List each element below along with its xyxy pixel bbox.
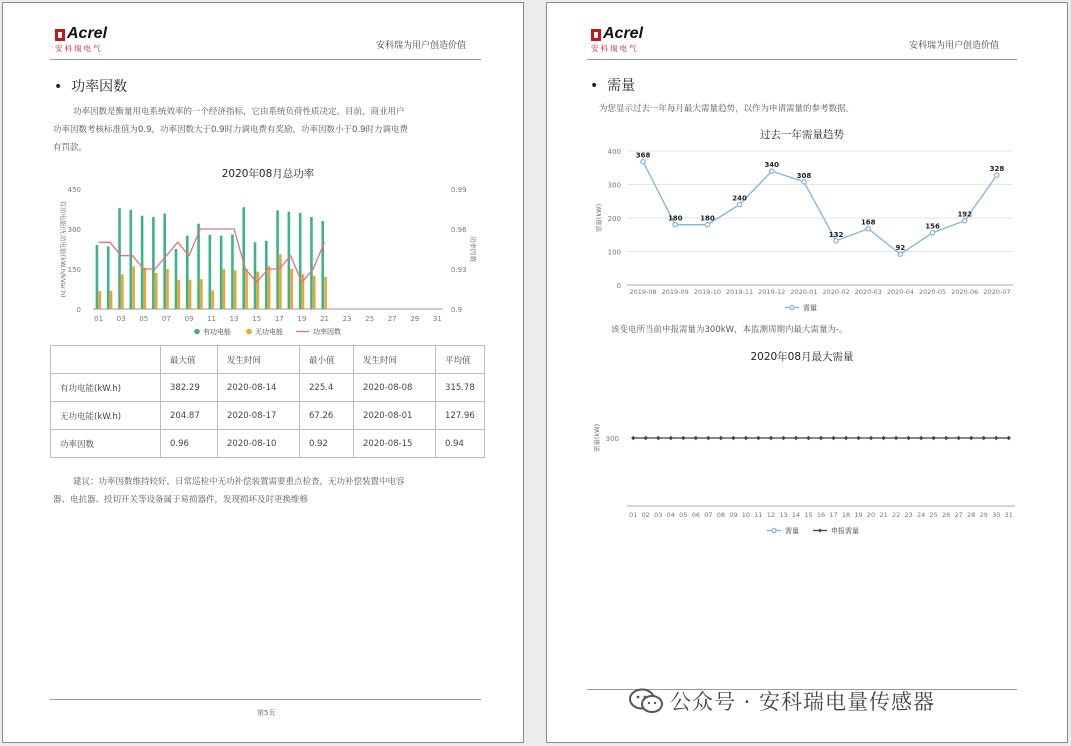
demand-point bbox=[737, 202, 741, 206]
header-divider bbox=[50, 59, 481, 60]
x-tick-label: 2020-06 bbox=[951, 288, 979, 296]
wechat-icon bbox=[628, 688, 664, 714]
table-cell: 功率因数 bbox=[51, 430, 161, 458]
reactive-energy-bar bbox=[121, 274, 124, 309]
declared-demand-point bbox=[844, 436, 848, 440]
demand-trend-chart bbox=[589, 143, 1019, 318]
y-right-axis-label: 功率因数 bbox=[469, 236, 477, 262]
x-tick-label: 07 bbox=[704, 511, 713, 519]
reactive-energy-bar bbox=[279, 254, 282, 309]
demand-point bbox=[898, 252, 902, 256]
declared-demand-point bbox=[894, 436, 898, 440]
stats-table bbox=[50, 345, 485, 458]
legend-demand-marker bbox=[790, 306, 794, 310]
reactive-energy-bar bbox=[313, 276, 316, 309]
declared-demand-point bbox=[731, 436, 735, 440]
declared-demand-point bbox=[706, 436, 710, 440]
demand-data-label: 132 bbox=[828, 230, 844, 239]
declared-demand-point bbox=[806, 436, 810, 440]
table-cell: 2020-08-15 bbox=[354, 430, 436, 458]
active-energy-bar bbox=[175, 249, 178, 309]
active-energy-bar bbox=[231, 234, 234, 309]
power-chart-title: 2020年08月总功率 bbox=[221, 168, 315, 180]
x-tick-label: 23 bbox=[342, 315, 352, 323]
x-tick-label: 01 bbox=[94, 315, 104, 323]
y-tick-label: 100 bbox=[607, 248, 621, 257]
table-cell: 127.96 bbox=[436, 402, 485, 430]
x-tick-label: 27 bbox=[954, 511, 963, 519]
reactive-energy-bar bbox=[290, 269, 293, 309]
declared-demand-point bbox=[969, 436, 973, 440]
x-tick-label: 21 bbox=[319, 315, 329, 323]
declared-demand-point bbox=[819, 436, 823, 440]
x-tick-label: 24 bbox=[916, 511, 926, 519]
active-energy-bar bbox=[265, 241, 268, 309]
demand-data-label: 180 bbox=[667, 214, 683, 223]
x-tick-label: 03 bbox=[654, 511, 663, 519]
x-tick-label: 18 bbox=[841, 511, 851, 519]
x-tick-label: 2020-07 bbox=[983, 288, 1011, 296]
reactive-energy-bar bbox=[245, 269, 248, 309]
x-tick-label: 13 bbox=[779, 511, 788, 519]
demand-data-label: 92 bbox=[895, 244, 906, 253]
watermark-text: 公众号 · 安科瑞电量传感器 bbox=[670, 690, 936, 714]
x-tick-label: 2020-02 bbox=[822, 288, 850, 296]
x-tick-label: 29 bbox=[410, 315, 420, 323]
demand-point bbox=[641, 160, 645, 164]
x-tick-label: 17 bbox=[829, 511, 838, 519]
y-axis-label: 需量(kW) bbox=[595, 203, 603, 233]
logo-name: Acrel bbox=[67, 25, 108, 42]
declared-demand-point bbox=[906, 436, 910, 440]
active-energy-bar bbox=[209, 235, 212, 309]
reactive-energy-bar bbox=[177, 280, 180, 309]
table-header-cell: 发生时间 bbox=[218, 346, 300, 374]
advice-line: 建议：功率因数维持较好，日常巡检中无功补偿装置需要重点检查，无功补偿装置中电容 bbox=[73, 477, 405, 487]
x-tick-label: 03 bbox=[116, 315, 126, 323]
x-tick-label: 2020-05 bbox=[918, 288, 947, 296]
legend-reactive-label: 无功电能 bbox=[255, 328, 283, 336]
y-tick-label: 300 bbox=[607, 181, 621, 190]
demand-data-label: 168 bbox=[860, 218, 876, 227]
acrel-logo bbox=[591, 25, 659, 54]
demand-data-label: 328 bbox=[989, 165, 1005, 174]
legend-reactive-icon bbox=[246, 329, 252, 335]
declared-demand-point bbox=[982, 436, 986, 440]
table-cell: 2020-08-01 bbox=[354, 402, 436, 430]
demand-data-label: 156 bbox=[925, 222, 940, 231]
x-tick-label: 25 bbox=[929, 511, 938, 519]
x-tick-label: 2020-01 bbox=[790, 288, 818, 296]
declared-demand-point bbox=[781, 436, 785, 440]
reactive-energy-bar bbox=[166, 269, 169, 309]
table-header-cell: 最大值 bbox=[161, 346, 218, 374]
demand-point bbox=[705, 223, 709, 227]
x-tick-label: 31 bbox=[432, 315, 442, 323]
table-cell: 0.94 bbox=[436, 430, 485, 458]
table-header-cell: 发生时间 bbox=[354, 346, 436, 374]
x-tick-label: 27 bbox=[387, 315, 397, 323]
table-cell: 0.92 bbox=[300, 430, 354, 458]
declared-demand-point bbox=[944, 436, 948, 440]
table-cell: 2020-08-10 bbox=[218, 430, 300, 458]
advice-line: 器、电抗器、投切开关等设备属于易损器件，发现损坏及时更换维修 bbox=[53, 495, 309, 505]
reactive-energy-bar bbox=[211, 290, 214, 309]
table-cell: 382.29 bbox=[161, 374, 218, 402]
demand-data-label: 192 bbox=[957, 210, 973, 219]
y-left-tick-label: 0 bbox=[76, 306, 81, 314]
logo-mark-icon bbox=[55, 29, 65, 41]
x-tick-label: 31 bbox=[1004, 511, 1013, 519]
table-cell: 2020-08-14 bbox=[218, 374, 300, 402]
legend-demand-label: 需量 bbox=[785, 527, 799, 535]
x-tick-label: 09 bbox=[729, 511, 738, 519]
x-tick-label: 08 bbox=[716, 511, 726, 519]
legend-declared-label: 申报需量 bbox=[831, 527, 859, 535]
y-right-tick-label: 0.96 bbox=[451, 226, 467, 234]
x-tick-label: 01 bbox=[629, 511, 638, 519]
x-tick-label: 21 bbox=[879, 511, 888, 519]
y-tick-label: 300 bbox=[605, 435, 619, 443]
y-left-tick-label: 450 bbox=[67, 186, 81, 194]
x-tick-label: 12 bbox=[766, 511, 776, 519]
declared-demand-point bbox=[994, 436, 998, 440]
header-slogan: 安科瑞为用户创造价值 bbox=[376, 41, 467, 51]
x-tick-label: 23 bbox=[904, 511, 913, 519]
x-tick-label: 25 bbox=[365, 315, 375, 323]
x-tick-label: 07 bbox=[161, 315, 171, 323]
table-cell: 204.87 bbox=[161, 402, 218, 430]
y-tick-label: 200 bbox=[607, 215, 621, 223]
logo-cn: 安科瑞电气 bbox=[591, 44, 639, 53]
declared-demand-point bbox=[794, 436, 798, 440]
demand-point bbox=[834, 239, 838, 243]
y-right-tick-label: 0.9 bbox=[451, 306, 463, 314]
demand-point bbox=[770, 169, 774, 173]
x-tick-label: 30 bbox=[992, 511, 1001, 519]
declared-demand-point bbox=[631, 436, 635, 440]
table-row bbox=[51, 374, 485, 402]
logo-cn: 安科瑞电气 bbox=[55, 44, 103, 53]
section-title: • 功率因数 bbox=[54, 79, 128, 95]
demand-line bbox=[643, 162, 997, 255]
table-header-cell bbox=[51, 346, 161, 374]
table-cell: 有功电能(kW.h) bbox=[51, 374, 161, 402]
reactive-energy-bar bbox=[223, 269, 226, 309]
logo-name: Acrel bbox=[603, 25, 644, 42]
legend-demand-label: 需量 bbox=[803, 304, 817, 312]
declared-demand-point bbox=[719, 436, 723, 440]
table-cell: 315.78 bbox=[436, 374, 485, 402]
demand-point bbox=[995, 173, 999, 177]
declared-demand-point bbox=[919, 436, 923, 440]
declared-demand-point bbox=[681, 436, 685, 440]
declared-demand-point bbox=[694, 436, 698, 440]
reactive-energy-bar bbox=[155, 273, 158, 309]
y-right-tick-label: 0.93 bbox=[451, 266, 467, 274]
table-header-cell: 平均值 bbox=[436, 346, 485, 374]
reactive-energy-bar bbox=[257, 272, 260, 309]
intro-line: 功率因数考核标准值为0.9，功率因数大于0.9时力调电费有奖励，功率因数小于0.9时力调电费 bbox=[53, 125, 409, 135]
report-page-5 bbox=[2, 2, 524, 743]
x-tick-label: 11 bbox=[207, 315, 217, 323]
active-energy-bar bbox=[107, 246, 110, 309]
y-tick-label: 400 bbox=[607, 148, 621, 156]
table-cell: 2020-08-08 bbox=[354, 374, 436, 402]
demand-point bbox=[963, 218, 967, 222]
active-energy-bar bbox=[152, 217, 155, 309]
page-number: 第5页 bbox=[257, 709, 276, 717]
x-tick-label: 2020-04 bbox=[886, 288, 915, 296]
active-energy-bar bbox=[118, 208, 121, 309]
demand-note: 该变电所当前申报需量为300kW，本监测周期内最大需量为-。 bbox=[611, 325, 848, 335]
reactive-energy-bar bbox=[268, 266, 271, 309]
table-row bbox=[51, 402, 485, 430]
demand-point bbox=[802, 180, 806, 184]
x-tick-label: 15 bbox=[252, 315, 262, 323]
y-left-tick-label: 300 bbox=[67, 226, 81, 234]
declared-demand-point bbox=[831, 436, 835, 440]
x-tick-label: 26 bbox=[942, 511, 951, 519]
declared-demand-point bbox=[1007, 436, 1011, 440]
x-tick-label: 2020-03 bbox=[854, 288, 882, 296]
declared-demand-point bbox=[931, 436, 935, 440]
reactive-energy-bar bbox=[189, 280, 192, 309]
declared-demand-point bbox=[881, 436, 885, 440]
logo-mark-icon bbox=[591, 29, 601, 41]
reactive-energy-bar bbox=[324, 277, 327, 309]
x-tick-label: 05 bbox=[679, 511, 688, 519]
active-energy-bar bbox=[288, 212, 291, 309]
table-cell: 无功电能(kW.h) bbox=[51, 402, 161, 430]
intro-paragraph bbox=[53, 103, 485, 157]
x-tick-label: 06 bbox=[691, 511, 700, 519]
demand-data-label: 368 bbox=[635, 151, 651, 160]
active-energy-bar bbox=[220, 236, 223, 309]
active-energy-bar bbox=[299, 213, 302, 309]
y-tick-label: 0 bbox=[616, 282, 621, 290]
active-energy-bar bbox=[310, 217, 313, 309]
x-tick-label: 19 bbox=[297, 315, 307, 323]
active-energy-bar bbox=[254, 242, 257, 309]
wechat-watermark bbox=[628, 686, 935, 716]
declared-demand-point bbox=[656, 436, 660, 440]
x-tick-label: 15 bbox=[804, 511, 813, 519]
demand-point bbox=[673, 223, 677, 227]
table-row bbox=[51, 430, 485, 458]
x-tick-label: 2019-10 bbox=[693, 288, 722, 296]
table-cell: 0.96 bbox=[161, 430, 218, 458]
table-header-row bbox=[51, 346, 485, 374]
demand-point bbox=[930, 231, 934, 235]
legend-demand-marker bbox=[772, 529, 776, 533]
x-tick-label: 11 bbox=[754, 511, 763, 519]
legend-pf-label: 功率因数 bbox=[313, 328, 341, 336]
monthly-demand-title: 2020年08月最大需量 bbox=[750, 351, 854, 363]
x-tick-label: 16 bbox=[816, 511, 826, 519]
table-header-cell: 最小值 bbox=[300, 346, 354, 374]
declared-demand-point bbox=[644, 436, 648, 440]
acrel-logo bbox=[55, 25, 123, 54]
x-tick-label: 10 bbox=[741, 511, 751, 519]
demand-data-label: 340 bbox=[764, 161, 780, 170]
x-tick-label: 28 bbox=[967, 511, 976, 519]
declared-demand-point bbox=[869, 436, 873, 440]
reactive-energy-bar bbox=[132, 266, 135, 309]
advice-paragraph bbox=[53, 473, 485, 509]
x-tick-label: 20 bbox=[866, 511, 876, 519]
legend-active-icon bbox=[194, 329, 200, 335]
table-cell: 67.26 bbox=[300, 402, 354, 430]
y-right-tick-label: 0.99 bbox=[451, 186, 467, 194]
declared-demand-point bbox=[669, 436, 673, 440]
monthly-demand-chart bbox=[587, 413, 1027, 543]
header-divider bbox=[587, 59, 1017, 60]
active-energy-bar bbox=[276, 210, 279, 309]
x-tick-label: 05 bbox=[139, 315, 149, 323]
demand-trend-title: 过去一年需量趋势 bbox=[760, 129, 844, 141]
reactive-energy-bar bbox=[234, 270, 237, 309]
y-axis-label: 需量(kW) bbox=[593, 423, 601, 453]
reactive-energy-bar bbox=[200, 279, 203, 309]
table-cell: 2020-08-17 bbox=[218, 402, 300, 430]
demand-data-label: 308 bbox=[796, 171, 812, 180]
footer-divider bbox=[50, 699, 481, 700]
intro-line: 有罚款。 bbox=[53, 143, 88, 153]
x-tick-label: 04 bbox=[666, 511, 675, 519]
power-chart bbox=[47, 179, 487, 344]
reactive-energy-bar bbox=[98, 291, 101, 309]
declared-demand-point bbox=[744, 436, 748, 440]
active-energy-bar bbox=[163, 214, 166, 309]
table-cell: 225.4 bbox=[300, 374, 354, 402]
declared-demand-point bbox=[956, 436, 960, 440]
legend-declared-marker bbox=[818, 529, 822, 533]
x-tick-label: 22 bbox=[891, 511, 901, 519]
demand-intro: 为您显示过去一年每月最大需量趋势，以作为申请需量的参考数据。 bbox=[599, 104, 855, 114]
declared-demand-point bbox=[756, 436, 760, 440]
x-tick-label: 09 bbox=[184, 315, 194, 323]
x-tick-label: 2019-08 bbox=[629, 288, 657, 296]
active-energy-bar bbox=[186, 236, 189, 309]
reactive-energy-bar bbox=[144, 268, 147, 309]
x-tick-label: 2019-12 bbox=[758, 288, 786, 296]
x-tick-label: 13 bbox=[229, 315, 239, 323]
x-tick-label: 2019-09 bbox=[661, 288, 689, 296]
x-tick-label: 2019-11 bbox=[725, 288, 754, 296]
y-left-tick-label: 150 bbox=[67, 266, 81, 274]
x-tick-label: 19 bbox=[854, 511, 863, 519]
x-tick-label: 29 bbox=[979, 511, 988, 519]
demand-point bbox=[866, 227, 870, 231]
y-left-axis-label: 有功电能/无功电能(kW.h/kVar.h) bbox=[59, 200, 67, 298]
declared-demand-point bbox=[856, 436, 860, 440]
demand-data-label: 240 bbox=[732, 194, 747, 203]
active-energy-bar bbox=[141, 216, 144, 309]
section-title: • 需量 bbox=[590, 78, 636, 94]
declared-demand-point bbox=[769, 436, 773, 440]
reactive-energy-bar bbox=[110, 291, 113, 309]
x-tick-label: 14 bbox=[791, 511, 801, 519]
active-energy-bar bbox=[130, 210, 133, 309]
header-slogan: 安科瑞为用户创造价值 bbox=[909, 41, 1000, 51]
intro-line: 功率因数是衡量用电系统效率的一个经济指标，它由系统负荷性质决定。目前，商业用户 bbox=[73, 107, 405, 117]
x-tick-label: 17 bbox=[274, 315, 284, 323]
demand-data-label: 180 bbox=[700, 214, 715, 223]
x-tick-label: 02 bbox=[641, 511, 650, 519]
legend-active-label: 有功电能 bbox=[203, 328, 231, 336]
active-energy-bar bbox=[96, 245, 99, 309]
report-page-6 bbox=[546, 2, 1068, 743]
active-energy-bar bbox=[321, 221, 324, 309]
